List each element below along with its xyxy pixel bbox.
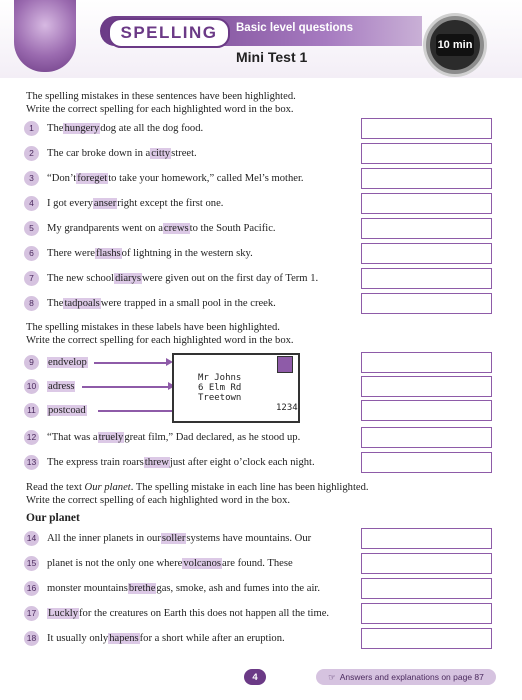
question-number: 7	[24, 271, 39, 286]
section3-instructions	[26, 481, 369, 507]
question-row-4: 4 I got every anser right except the first one.	[24, 193, 223, 213]
question-row-13: 13 The express train roars threw just after eight o’clock each night.	[24, 452, 315, 472]
question-number: 1	[24, 121, 39, 136]
pointing-hand-icon: ☞	[328, 671, 336, 682]
highlighted-word: citty	[151, 147, 171, 159]
highlighted-word: brethe	[128, 582, 156, 594]
answer-box-5[interactable]	[361, 218, 492, 239]
highlighted-word: diarys	[115, 272, 141, 284]
answers-note[interactable]	[316, 669, 496, 685]
highlighted-word: hapens	[109, 632, 139, 644]
instruction-line: Write the correct spelling for each highlighted word in the box.	[26, 104, 294, 115]
highlighted-word: flashs	[95, 247, 121, 259]
question-row-14: 14 All the inner planets in our soller systems have mountains. Our	[24, 528, 311, 548]
highlighted-word: soller	[161, 532, 186, 544]
question-number: 12	[24, 430, 39, 445]
section-heading: Our planet	[26, 512, 80, 524]
label-row-11	[24, 400, 87, 420]
question-row-16: 16 monster mountains brethe gas, smoke, ash and fumes into the air.	[24, 578, 320, 598]
answer-box-13[interactable]	[361, 452, 492, 473]
question-row-8: 8 The tadpoals were trapped in a small pool in the creek.	[24, 293, 276, 313]
highlighted-word: crews	[163, 222, 189, 234]
answer-box-16[interactable]	[361, 578, 492, 599]
answer-box-8[interactable]	[361, 293, 492, 314]
instruction-line: Read the text Our planet. The spelling mistake in each line has been highlighted.	[26, 482, 369, 493]
highlighted-word: foreget	[77, 172, 108, 184]
question-number: 15	[24, 556, 39, 571]
highlighted-word: Luckly	[48, 607, 79, 619]
question-row-3: 3 “Don’t foreget to take your homework,” called Mel’s mother.	[24, 168, 304, 188]
answer-box-4[interactable]	[361, 193, 492, 214]
highlighted-word: hungery	[64, 122, 100, 134]
answer-box-10[interactable]	[361, 376, 492, 397]
question-row-6: 6 There were flashs of lightning in the western sky.	[24, 243, 253, 263]
question-row-2: 2 The car broke down in a citty street.	[24, 143, 197, 163]
question-number: 16	[24, 581, 39, 596]
highlighted-word: threw	[144, 456, 169, 468]
stamp-icon	[277, 356, 293, 373]
question-number: 3	[24, 171, 39, 186]
instruction-line: Write the correct spelling for each highlighted word in the box.	[26, 335, 294, 346]
label-row-9	[24, 352, 88, 372]
question-row-1: 1 The hungery dog ate all the dog food.	[24, 118, 203, 138]
highlighted-word: postcoad	[48, 404, 86, 416]
question-number: 18	[24, 631, 39, 646]
answer-box-14[interactable]	[361, 528, 492, 549]
highlighted-word: volcanos	[183, 557, 222, 569]
highlighted-word: adress	[48, 380, 75, 392]
question-row-18: 18 It usually only hapens for a short while after an eruption.	[24, 628, 285, 648]
question-number: 6	[24, 246, 39, 261]
answer-box-17[interactable]	[361, 603, 492, 624]
answers-note-label: Answers and explanations on page 87	[339, 672, 484, 682]
answer-box-2[interactable]	[361, 143, 492, 164]
question-number: 4	[24, 196, 39, 211]
answer-box-1[interactable]	[361, 118, 492, 139]
question-row-15: 15 planet is not the only one where volcanos are found. These	[24, 553, 293, 573]
instruction-line: The spelling mistakes in these labels have been highlighted.	[26, 322, 280, 333]
page-number: 4	[244, 669, 266, 685]
page-title: Mini Test 1	[236, 49, 308, 65]
timer-icon	[426, 16, 484, 74]
label-row-10	[24, 376, 75, 396]
section2-instructions	[26, 321, 294, 347]
question-row-17: 17 Luckly for the creatures on Earth this does not happen all the time.	[24, 603, 329, 623]
question-number: 13	[24, 455, 39, 470]
question-row-12: 12 “That was a truely great film,” Dad declared, as he stood up.	[24, 427, 300, 447]
question-row-5: 5 My grandparents went on a crews to the South Pacific.	[24, 218, 276, 238]
level-subtitle: Basic level questions	[236, 22, 353, 34]
spelling-badge: SPELLING	[108, 18, 230, 48]
question-number: 17	[24, 606, 39, 621]
question-number: 11	[24, 403, 39, 418]
answer-box-15[interactable]	[361, 553, 492, 574]
highlighted-word: endvelop	[48, 356, 87, 368]
instruction-line: The spelling mistakes in these sentences have been highlighted.	[26, 91, 296, 102]
question-number: 5	[24, 221, 39, 236]
question-number: 9	[24, 355, 39, 370]
answer-box-12[interactable]	[361, 427, 492, 448]
answer-box-7[interactable]	[361, 268, 492, 289]
highlighted-word: tadpoals	[64, 297, 100, 309]
highlighted-word: truely	[98, 431, 124, 443]
answer-box-9[interactable]	[361, 352, 492, 373]
question-number: 10	[24, 379, 39, 394]
student-photo	[14, 0, 76, 72]
question-row-7: 7 The new school diarys were given out on the first day of Term 1.	[24, 268, 318, 288]
timer-label: 10 min	[436, 34, 474, 56]
envelope-address: Mr Johns 6 Elm Rd Treetown	[198, 373, 242, 403]
answer-box-3[interactable]	[361, 168, 492, 189]
instruction-line: Write the correct spelling of each highlighted word in the box.	[26, 495, 291, 506]
question-number: 2	[24, 146, 39, 161]
label-arrow	[82, 386, 168, 388]
highlighted-word: anser	[93, 197, 117, 209]
question-number: 8	[24, 296, 39, 311]
answer-box-11[interactable]	[361, 400, 492, 421]
label-arrow	[94, 362, 166, 364]
section1-instructions	[26, 90, 296, 116]
question-number: 14	[24, 531, 39, 546]
envelope-postcode: 1234	[276, 403, 298, 413]
answer-box-18[interactable]	[361, 628, 492, 649]
answer-box-6[interactable]	[361, 243, 492, 264]
